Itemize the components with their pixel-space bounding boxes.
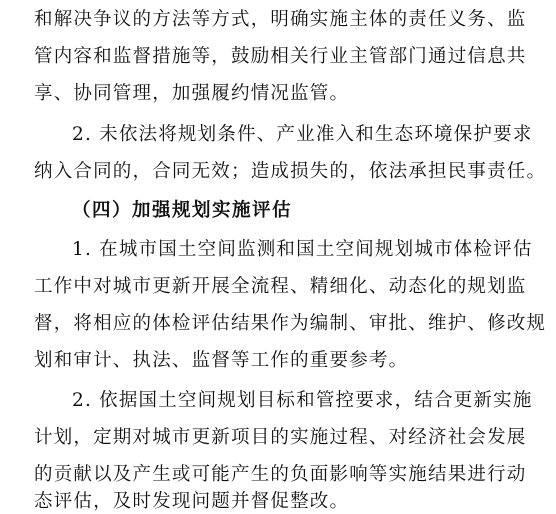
text-line-5: 纳入合同的，合同无效；造成损失的，依法承担民事责任。	[34, 161, 547, 182]
section-heading: （四）加强规划实施评估	[72, 200, 293, 221]
text-line-2: 管内容和监督措施等，鼓励相关行业主管部门通过信息共	[34, 46, 527, 67]
text-line-13: 的贡献以及产生或可能产生的负面影响等实施结果进行动	[34, 464, 527, 485]
text-line-3: 享、协同管理，加强履约情况监管。	[34, 83, 350, 104]
text-line-7: 1. 在城市国土空间监测和国土空间规划城市体检评估	[72, 239, 533, 260]
text-line-4: 2. 未依法将规划条件、产业准入和生态环境保护要求	[72, 124, 533, 145]
text-line-1: 和解决争议的方法等方式，明确实施主体的责任义务、监	[34, 9, 527, 30]
text-line-11: 2. 依据国土空间规划目标和管控要求，结合更新实施	[72, 390, 533, 411]
text-line-12: 计划，定期对城市更新项目的实施过程、对经济社会发展	[34, 427, 527, 448]
text-line-14: 态评估，及时发现问题并督促整改。	[34, 491, 350, 512]
text-line-9: 督，将相应的体检评估结果作为编制、审批、维护、修改规	[34, 313, 547, 334]
text-line-8: 工作中对城市更新开展全流程、精细化、动态化的规划监	[34, 276, 527, 297]
text-line-10: 划和审计、执法、监督等工作的重要参考。	[34, 350, 409, 371]
